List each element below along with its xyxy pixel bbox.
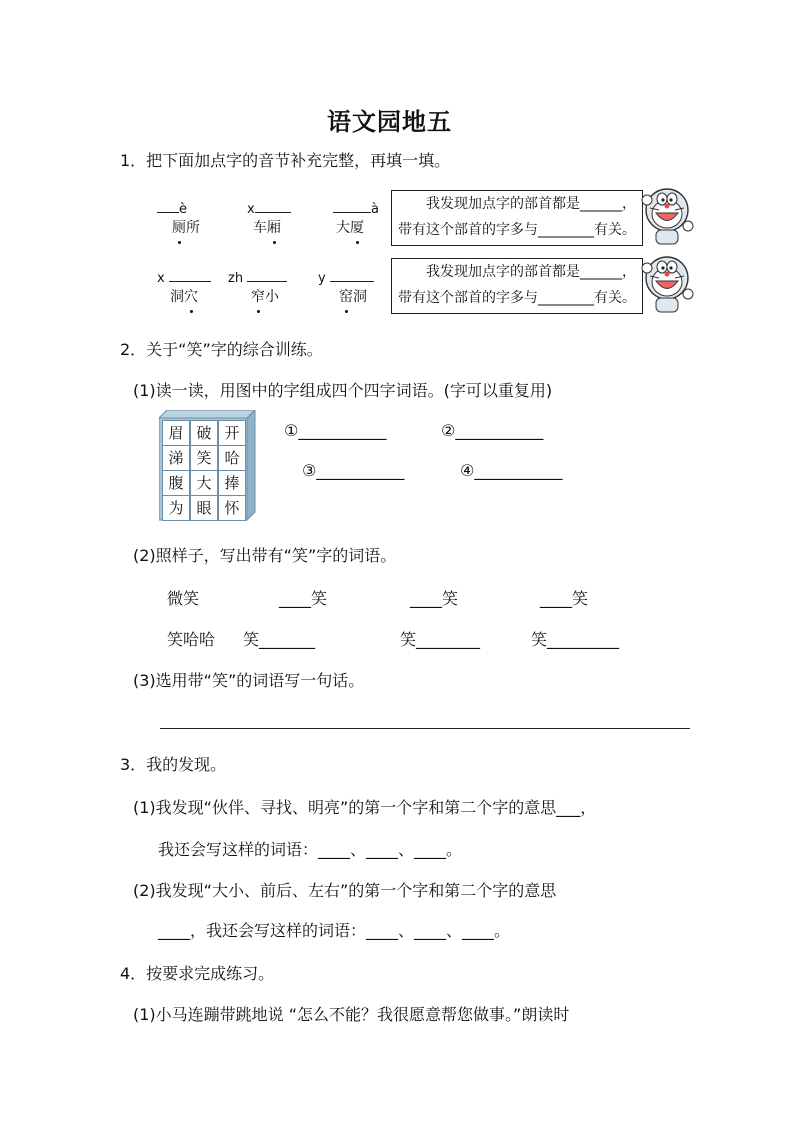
pinyin-slot[interactable]: x xyxy=(157,267,211,286)
example-word: 微笑 xyxy=(167,589,200,608)
box-line: 带有这个部首的字多与________有关。 xyxy=(398,290,636,306)
q3-s2b[interactable]: ____，我还会写这样的词语：____、____、____。 xyxy=(158,921,511,940)
fill-blank[interactable]: 笑_______ xyxy=(243,630,316,649)
discovery-box-2[interactable] xyxy=(391,258,643,314)
q2-sub1: (1)读一读，用图中的字组成四个四字词语。(字可以重复用) xyxy=(133,381,553,400)
grid-char: 笑 xyxy=(190,445,218,471)
box-line: 带有这个部首的字多与________有关。 xyxy=(398,222,636,238)
q2-sub3: (3)选用带“笑”的词语写一句话。 xyxy=(133,671,365,690)
grid-char: 哈 xyxy=(218,445,246,471)
question-4-heading: 4．按要求完成练习。 xyxy=(120,964,275,983)
word-item: 厕所 xyxy=(172,217,200,237)
page-title: 语文园地五 xyxy=(327,107,452,136)
sentence-answer-line[interactable] xyxy=(160,728,690,729)
fill-blank[interactable]: ____笑 xyxy=(410,589,459,608)
fill-blank[interactable]: 笑________ xyxy=(400,630,481,649)
cartoon-mascot-icon xyxy=(640,254,694,316)
word-item: 洞穴 xyxy=(170,286,198,306)
fill-blank[interactable]: ____笑 xyxy=(540,589,589,608)
box-line: 我发现加点字的部首都是______， xyxy=(426,264,636,280)
grid-char: 腹 xyxy=(162,470,190,496)
answer-blank-2[interactable]: ②___________ xyxy=(441,421,544,440)
answer-blank-3[interactable]: ③___________ xyxy=(302,461,405,480)
cartoon-mascot-icon xyxy=(640,186,694,248)
grid-char: 大 xyxy=(190,470,218,496)
question-1-heading: 1．把下面加点字的音节补充完整，再填一填。 xyxy=(120,151,451,170)
answer-blank-1[interactable]: ①___________ xyxy=(284,421,387,440)
discovery-box-1[interactable] xyxy=(391,190,643,246)
character-cube xyxy=(159,410,263,522)
word-item: 窄小 xyxy=(251,286,279,306)
pinyin-slot[interactable]: y xyxy=(318,267,374,286)
q4-s1: (1)小马连蹦带跳地说 “怎么不能？我很愿意帮您做事。”朗读时 xyxy=(133,1005,570,1024)
word-item: 大厦 xyxy=(336,217,364,237)
box-line: 我发现加点字的部首都是______， xyxy=(426,196,636,212)
grid-char: 捧 xyxy=(218,470,246,496)
grid-char: 为 xyxy=(162,495,190,521)
grid-char: 怀 xyxy=(218,495,246,521)
q3-s1a: (1)我发现“伙伴、寻找、明亮”的第一个字和第二个字的意思___， xyxy=(133,798,597,817)
example-word: 笑哈哈 xyxy=(167,630,216,649)
grid-char: 开 xyxy=(218,420,246,446)
q3-s1b[interactable]: 我还会写这样的词语：____、____、____。 xyxy=(158,840,463,859)
pinyin-slot[interactable]: zh xyxy=(228,267,287,286)
q3-s2a: (2)我发现“大小、前后、左右”的第一个字和第二个字的意思 xyxy=(133,881,557,900)
answer-blank-4[interactable]: ④___________ xyxy=(460,461,563,480)
pinyin-slot[interactable]: x xyxy=(247,198,291,217)
grid-char: 涕 xyxy=(162,445,190,471)
word-item: 车厢 xyxy=(253,217,281,237)
pinyin-slot[interactable]: à xyxy=(333,198,379,217)
grid-char: 破 xyxy=(190,420,218,446)
grid-char: 眉 xyxy=(162,420,190,446)
question-2-heading: 2．关于“笑”字的综合训练。 xyxy=(120,340,323,359)
word-item: 窑洞 xyxy=(339,286,367,306)
pinyin-slot[interactable]: è xyxy=(157,198,187,217)
q2-sub2: (2)照样子，写出带有“笑”字的词语。 xyxy=(133,546,397,565)
question-3-heading: 3．我的发现。 xyxy=(120,755,227,774)
grid-char: 眼 xyxy=(190,495,218,521)
fill-blank[interactable]: 笑_________ xyxy=(531,630,620,649)
fill-blank[interactable]: ____笑 xyxy=(279,589,328,608)
